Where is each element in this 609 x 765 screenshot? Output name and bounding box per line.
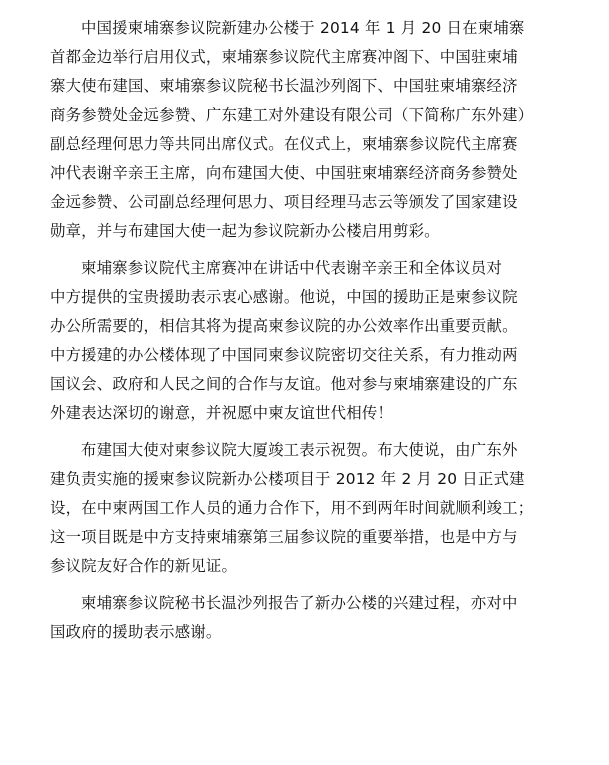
document-body [50,14,560,655]
text-line: 建负责实施的援柬参议院新办公楼项目于 2012 年 2 月 20 日正式建 [50,470,525,488]
text-line: 首都金边举行启用仪式，柬埔寨参议院代主席赛冲阁下、中国驻柬埔 [50,48,518,66]
paragraph-opening-ceremony [50,14,560,246]
text-line: 柬埔寨参议院秘书长温沙列报告了新办公楼的兴建过程，亦对中 [81,594,518,612]
text-line: 金远参赞、公司副总经理何思力、项目经理马志云等颁发了国家建设 [50,193,518,211]
paragraph-secretary-general [50,589,560,647]
text-line: 这一项目既是中方支持柬埔寨第三届参议院的重要举措，也是中方与 [50,528,518,546]
text-line: 中国援柬埔寨参议院新建办公楼于 2014 年 1 月 20 日在柬埔寨 [81,19,525,37]
text-line: 国议会、政府和人民之间的合作与友谊。他对参与柬埔寨建设的广东 [50,375,518,393]
paragraph-ambassador [50,436,560,581]
text-line: 商务参赞处金远参赞、广东建工对外建设有限公司（下简称广东外建） [50,106,534,124]
text-line: 设，在中柬两国工作人员的通力合作下，用不到两年时间就顺利竣工； [50,499,534,517]
text-line: 柬埔寨参议院代主席赛冲在讲话中代表谢辛亲王和全体议员对 [81,259,502,277]
text-line: 冲代表谢辛亲王主席，向布建国大使、中国驻柬埔寨经济商务参赞处 [50,164,518,182]
text-line: 布建国大使对柬参议院大厦竣工表示祝贺。布大使说，由广东外 [81,441,518,459]
text-line: 参议院友好合作的新见证。 [50,557,238,575]
text-line: 中方提供的宝贵援助表示衷心感谢。他说，中国的援助正是柬参议院 [50,288,518,306]
text-line: 办公所需要的，相信其将为提高柬参议院的办公效率作出重要贡献。 [50,317,518,335]
paragraph-speech [50,254,560,428]
text-line: 中方援建的办公楼体现了中国同柬参议院密切交往关系，有力推动两 [50,346,518,364]
text-line: 勋章，并与布建国大使一起为参议院新办公楼启用剪彩。 [50,222,440,240]
text-line: 寨大使布建国、柬埔寨参议院秘书长温沙列阁下、中国驻柬埔寨经济 [50,77,518,95]
text-line: 国政府的援助表示感谢。 [50,623,222,641]
text-line: 副总经理何思力等共同出席仪式。在仪式上，柬埔寨参议院代主席赛 [50,135,518,153]
text-line: 外建表达深切的谢意，并祝愿中柬友谊世代相传！ [50,404,393,422]
